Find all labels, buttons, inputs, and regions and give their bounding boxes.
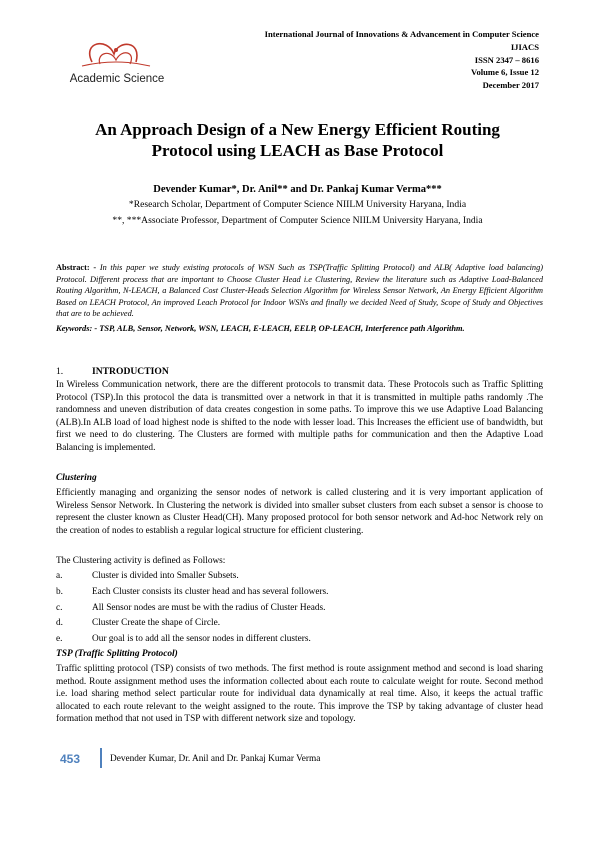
logo-text: Academic Science — [69, 73, 165, 85]
list-item — [56, 587, 543, 597]
list-text: Our goal is to add all the sensor nodes in different clusters. — [92, 634, 311, 644]
tsp-paragraph: Traffic splitting protocol (TSP) consists of two methods. The first method is route assignment method and second is load sharing method. Route assignment method uses the information collected about each route to calculate weight for route. Second method i.e. load sharing method select particular route for individual data dynamically at real time. Also, it keeps the actual traffic allocated to each route relevant to the weight assigned to the route. This improve the TSP by taking advantage of cluster head formation method that not used in TSP with different network size and topology. — [56, 664, 543, 724]
clustering-paragraph: Efficiently managing and organizing the sensor nodes of network is called clustering and it is very important application of Wireless Sensor Network. In Clustering the network is divided into smaller subset clusters from each subset a sensor is choose to represent the cluster known as Cluster Head(CH). Many proposed protocol for both sensor network and Ad-hoc Network rely on the creation of nodes to establish a regular logical structure for efficient clustering. — [56, 488, 543, 536]
clustering-list-intro: The Clustering activity is defined as Follows: — [56, 556, 226, 566]
intro-heading — [56, 366, 169, 377]
list-letter: c. — [56, 603, 63, 613]
list-letter: d. — [56, 618, 63, 628]
footer-authors: Devender Kumar, Dr. Anil and Dr. Pankaj Kumar Verma — [110, 754, 321, 764]
intro-number: 1. — [56, 366, 64, 377]
abstract-text: In this paper we study existing protocols of WSN Such as TSP(Traffic Splitting Protocol) and ALB( Adaptive load balancing) Protocol. Different process that are important to Choose Cluster Head i.e Clustering, Review the literature such as Adaptive Load-Balanced Routing Algorithm, N-LEACH, a Balanced Cost Cluster-Heads Selection Algorithm for Wireless Sensor Network, An Energy Efficient Algorithm Based on LEACH Protocol, An improved Leach Protocol for Indoor WSNs and finally we decided Need of Study, Scope of Study and Objectives that are to be achieved. — [56, 263, 543, 319]
abstract — [56, 262, 543, 320]
clustering-heading: Clustering — [56, 473, 97, 483]
journal-name: International Journal of Innovations & Advancement in Computer Science — [264, 29, 539, 39]
journal-volume: Volume 6, Issue 12 — [471, 67, 539, 78]
academic-science-logo — [52, 32, 182, 92]
page-number: 453 — [60, 752, 81, 766]
logo-flourish-icon — [52, 32, 182, 74]
intro-title: INTRODUCTION — [92, 366, 169, 377]
list-item — [56, 618, 543, 628]
journal-issn: ISSN 2347 – 8616 — [474, 54, 539, 65]
list-letter: b. — [56, 587, 63, 597]
journal-info — [209, 28, 539, 92]
abstract-label: Abstract: - — [56, 263, 97, 272]
list-item — [56, 634, 543, 644]
journal-abbrev: IJIACS — [510, 41, 539, 52]
footer-divider — [100, 748, 102, 768]
list-item — [56, 603, 543, 613]
affiliation-1: *Research Scholar, Department of Computer Science NIILM University Haryana, India — [128, 199, 467, 210]
list-letter: a. — [56, 571, 63, 581]
keywords: Keywords: - TSP, ALB, Sensor, Network, WSN, LEACH, E-LEACH, EELP, OP-LEACH, Interference path Algorithm. — [56, 324, 465, 333]
journal-date: December 2017 — [482, 80, 539, 91]
paper-title — [60, 119, 535, 161]
title-line-2: Protocol using LEACH as Base Protocol — [151, 141, 444, 160]
list-text: Cluster Create the shape of Circle. — [92, 618, 221, 628]
list-text: Cluster is divided into Smaller Subsets. — [92, 571, 239, 581]
title-line-1: An Approach Design of a New Energy Efficient Routing — [95, 120, 500, 139]
list-letter: e. — [56, 634, 63, 644]
paper-authors: Devender Kumar*, Dr. Anil** and Dr. Pankaj Kumar Verma*** — [153, 184, 442, 195]
list-text: Each Cluster consists its cluster head and has several followers. — [92, 587, 329, 597]
list-item — [56, 571, 543, 581]
list-text: All Sensor nodes are must be with the radius of Cluster Heads. — [92, 603, 326, 613]
tsp-heading: TSP (Traffic Splitting Protocol) — [56, 649, 178, 659]
intro-paragraph: In Wireless Communication network, there are the different protocols to transmit data. These Protocols such as Traffic Splitting Protocol (TSP).In this protocol the data is transmitted over a network in that it is transmitted in multiple paths randomly .The randomness and uneven distribution of data creates congestion in some paths. To improve this we use Adaptive Load Balancing (ALB).In ALB load of load highest node is shifted to the node with lesser load. This Increases the efficient use of bandwidth, but first we need to do clustering. The Clusters are formed with multiple paths for communication and then the Adaptive Load Balancing is implemented. — [56, 380, 543, 453]
affiliation-2: **, ***Associate Professor, Department of Computer Science NIILM University Haryana, India — [112, 215, 483, 226]
